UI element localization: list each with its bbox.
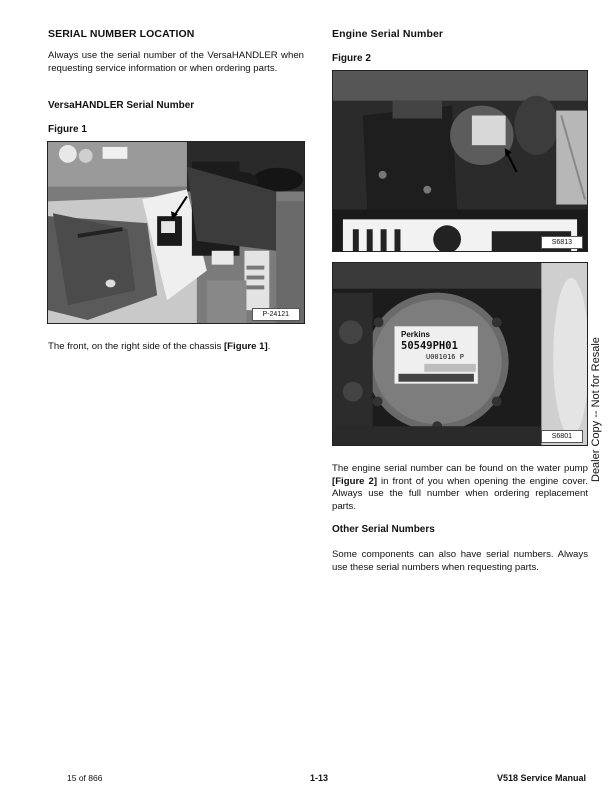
chassis-photo-illustration [48,142,304,323]
figure-1-label: Figure 1 [48,124,87,135]
versahandler-serial-heading: VersaHANDLER Serial Number [48,100,195,111]
figure-1-photo [47,141,305,324]
engine-serial-heading: Engine Serial Number [332,28,444,40]
footer-manual-title: V518 Service Manual [497,773,587,783]
footer-page-number: 1-13 [310,773,329,783]
caption-end: . [267,341,271,352]
engine-text-end: in front of you when opening the engine cover. Always use the full number when ordering replacement parts. [332,475,588,512]
figure-1-reference: [Figure 1] [223,341,268,352]
figure-2-reference: [Figure 2] [332,475,378,487]
engine-serial-value: 50549PH01 [401,340,458,352]
figure-2-top-photo [332,70,588,252]
figure-2-label: Figure 2 [332,53,371,64]
perkins-brand: Perkins [401,330,430,339]
figure-2-bottom-code: S6801 [541,430,583,443]
engine-serial-paragraph [332,463,588,513]
chassis-caption [48,341,308,354]
engine-plate-code: U001016 P [426,353,464,361]
other-serial-heading: Other Serial Numbers [332,524,435,535]
engine-text: The engine serial number can be found on the water pump [332,463,588,474]
other-serial-paragraph: Some components can also have serial numbers. Always use these serial numbers when requesting parts. [332,549,588,573]
intro-paragraph: Always use the serial number of the VersaHANDLER when requesting service information or when ordering parts. [48,50,304,74]
section-heading: SERIAL NUMBER LOCATION [48,28,195,40]
footer-page-count: 15 of 866 [67,773,103,783]
figure-1-code: P-24121 [252,308,300,321]
figure-2-bottom-photo [332,262,588,446]
dealer-copy-note: Dealer Copy -- Not for Resale [590,337,602,482]
figure-2-top-code: S6813 [541,236,583,249]
caption-text: The front, on the right side of the chassis [48,341,224,352]
engine-bay-illustration [333,71,587,251]
